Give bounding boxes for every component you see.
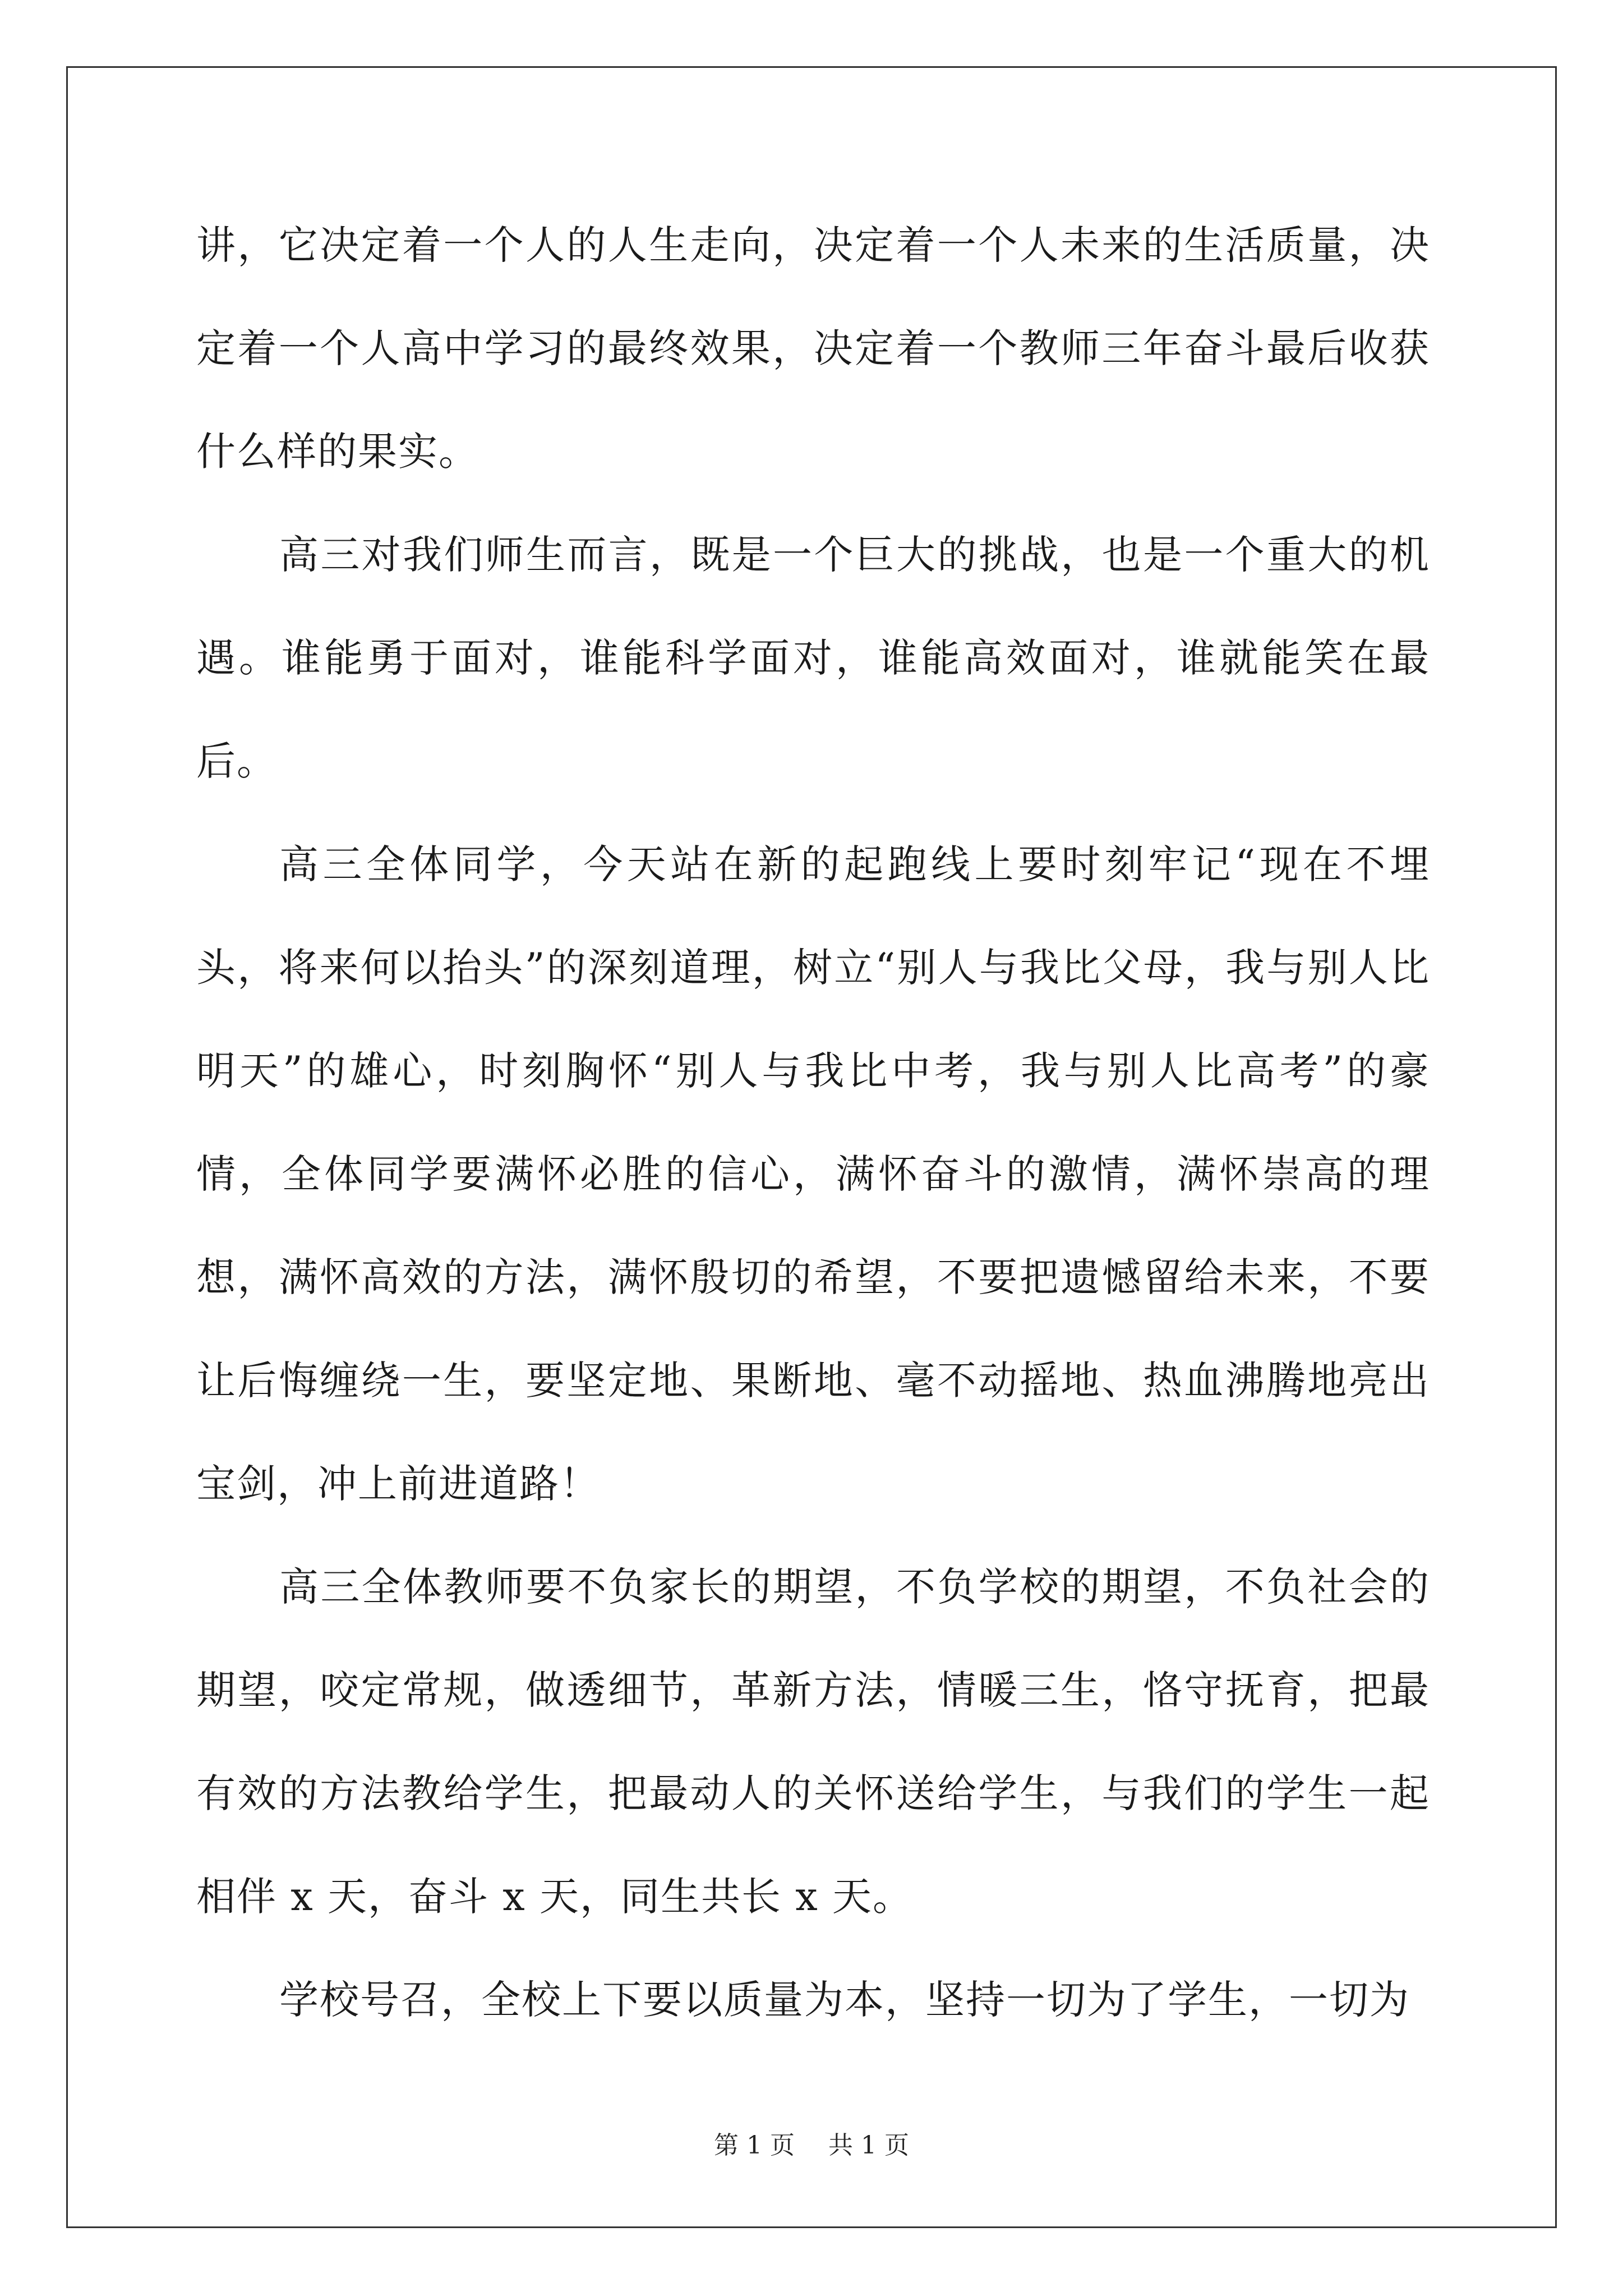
paragraph-3: 高三全体同学，今天站在新的起跑线上要时刻牢记“现在不埋头，将来何以抬头”的深刻道理，树立“别人与我比父母，我与别人比明天”的雄心，时刻胸怀“别人与我比中考，我与别人比高考”的豪情，全体同学要满怀必胜的信心，满怀奋斗的激情，满怀崇高的理想，满怀高效的方法，满怀殷切的希望，不要把遗憾留给未来，不要让后悔缠绕一生，要坚定地、果断地、毫不动摇地、热血沸腾地亮出宝剑，冲上前进道路！ bbox=[196, 841, 1430, 1507]
paragraph-5: 学校号召，全校上下要以质量为本，坚持一切为了学生，一切为 bbox=[279, 1977, 1410, 2023]
page-number-current: 第 1 页 bbox=[714, 2131, 795, 2160]
paragraph-2: 高三对我们师生而言，既是一个巨大的挑战，也是一个重大的机遇。谁能勇于面对，谁能科学面对，谁能高效面对，谁就能笑在最后。 bbox=[196, 532, 1430, 784]
page-number-total: 共 1 页 bbox=[828, 2131, 909, 2160]
paragraph-1: 讲，它决定着一个人的人生走向，决定着一个人未来的生活质量，决定着一个人高中学习的最终效果，决定着一个教师三年奋斗最后收获什么样的果实。 bbox=[196, 222, 1430, 475]
page-footer bbox=[0, 2129, 1623, 2162]
paragraph-4: 高三全体教师要不负家长的期望，不负学校的期望，不负社会的期望，咬定常规，做透细节，革新方法，情暖三生，恪守抚育，把最有效的方法教给学生，把最动人的关怀送给学生，与我们的学生一起相伴 x 天，奋斗 x 天，同生共长 x 天。 bbox=[196, 1564, 1430, 1920]
document-body bbox=[196, 194, 1430, 2051]
